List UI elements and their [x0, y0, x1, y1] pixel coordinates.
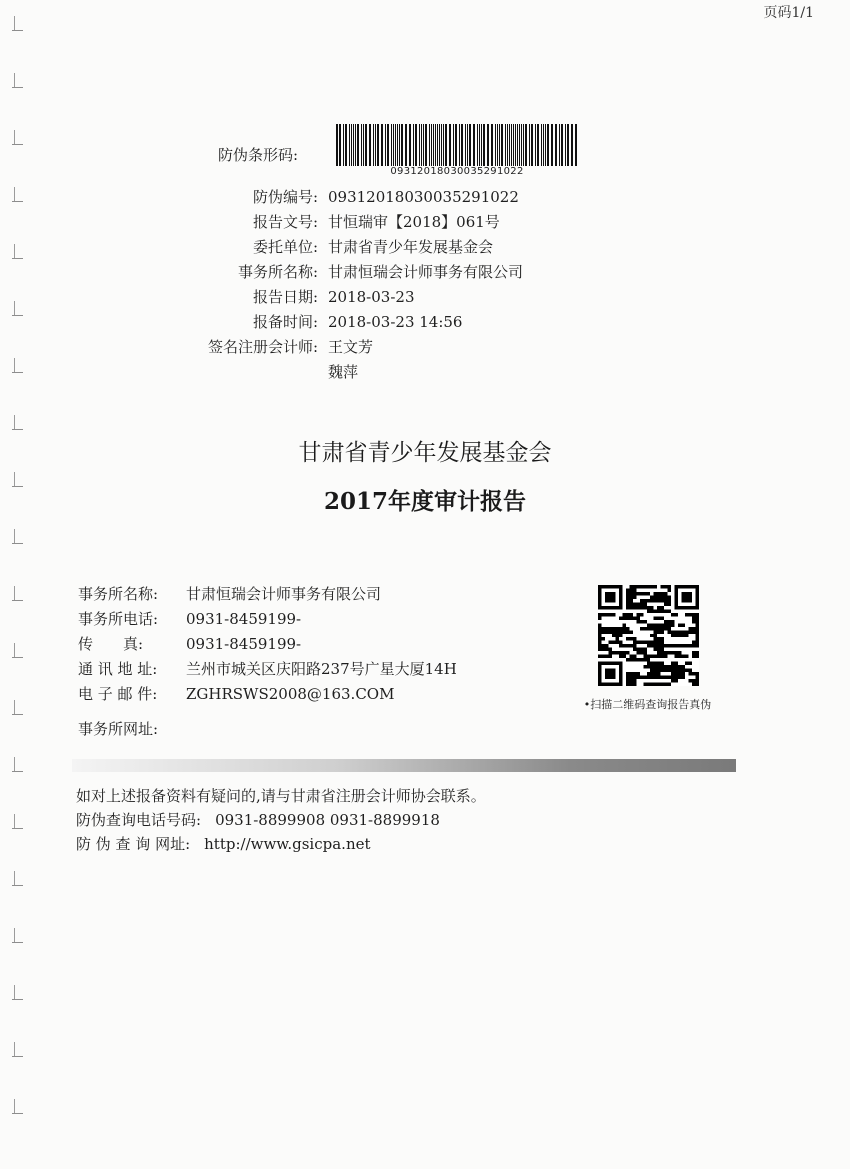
- info-label: 签名注册会计师:: [207, 338, 318, 356]
- info-value: 2018-03-23: [328, 288, 415, 306]
- qr-code-image: [598, 585, 699, 686]
- info-value: 09312018030035291022: [328, 188, 519, 206]
- contact-value: 兰州市城关区庆阳路237号广星大厦14H: [186, 660, 457, 678]
- report-info: [150, 185, 523, 385]
- info-row-filing-time: [150, 310, 523, 335]
- barcode-image: [334, 124, 580, 166]
- contact-value: 0931-8459199-: [186, 635, 302, 653]
- barcode-label: 防伪条形码:: [218, 146, 299, 164]
- qr-section: [580, 585, 715, 712]
- info-row-client: [150, 235, 523, 260]
- barcode-number: 09312018030035291022: [390, 166, 524, 177]
- footer-web-label: 防 伪 查 询 网址:: [76, 835, 191, 853]
- contact-row-address: [78, 657, 457, 682]
- verification-footer: [76, 784, 486, 856]
- info-row-signing-cpa-2: [150, 360, 523, 385]
- info-row-anti-counterfeit-no: [150, 185, 523, 210]
- info-value: 甘肃省青少年发展基金会: [328, 238, 494, 256]
- info-value: 2018-03-23 14:56: [328, 313, 463, 331]
- contact-row-fax: [78, 632, 457, 657]
- qr-caption: •扫描二维码查询报告真伪: [583, 698, 712, 711]
- info-value: 魏萍: [328, 363, 359, 381]
- contact-value: 甘肃恒瑞会计师事务有限公司: [186, 585, 382, 603]
- contact-row-firm-name: [78, 582, 457, 607]
- contact-label: 事务所名称:: [78, 585, 159, 603]
- contact-label: 通 讯 地 址:: [78, 660, 158, 678]
- contact-label: 传 真:: [78, 635, 144, 653]
- contact-value: 0931-8459199-: [186, 610, 302, 628]
- info-label: [150, 360, 318, 385]
- info-value: 甘肃恒瑞会计师事务有限公司: [328, 263, 524, 281]
- footer-phone-line: [76, 808, 486, 832]
- info-row-firm-name: [150, 260, 523, 285]
- info-value: 王文芳: [328, 338, 374, 356]
- contact-row-website: [78, 717, 457, 742]
- info-value: 甘恒瑞审【2018】061号: [328, 213, 500, 231]
- info-label: 报备时间:: [252, 313, 318, 331]
- footer-web-line: [76, 832, 486, 856]
- footer-web-value[interactable]: http://www.gsicpa.net: [204, 835, 371, 853]
- info-label: 报告文号:: [252, 213, 318, 231]
- info-row-signing-cpa: [150, 335, 523, 360]
- contact-value: ZGHRSWS2008@163.COM: [186, 685, 395, 703]
- report-title: 2017年度审计报告: [323, 488, 526, 515]
- info-label: 事务所名称:: [237, 263, 318, 281]
- contact-row-phone: [78, 607, 457, 632]
- page-number: 页码1/1: [763, 5, 814, 21]
- barcode-section: [0, 124, 850, 180]
- footer-phone-label: 防伪查询电话号码:: [76, 811, 202, 829]
- firm-contact: [78, 582, 457, 742]
- info-label: 防伪编号:: [252, 188, 318, 206]
- footer-phone-value: 0931-8899908 0931-8899918: [215, 811, 440, 829]
- contact-label: 电 子 邮 件:: [78, 685, 158, 703]
- info-row-report-number: [150, 210, 523, 235]
- info-label: 委托单位:: [252, 238, 318, 256]
- footer-notice: 如对上述报备资料有疑问的,请与甘肃省注册会计师协会联系。: [76, 787, 486, 805]
- contact-label: 事务所网址:: [78, 720, 159, 738]
- info-row-report-date: [150, 285, 523, 310]
- report-title-org: 甘肃省青少年发展基金会: [298, 440, 552, 466]
- info-label: 报告日期:: [252, 288, 318, 306]
- divider-bar: [72, 759, 736, 772]
- contact-label: 事务所电话:: [78, 610, 159, 628]
- contact-row-email: [78, 682, 457, 707]
